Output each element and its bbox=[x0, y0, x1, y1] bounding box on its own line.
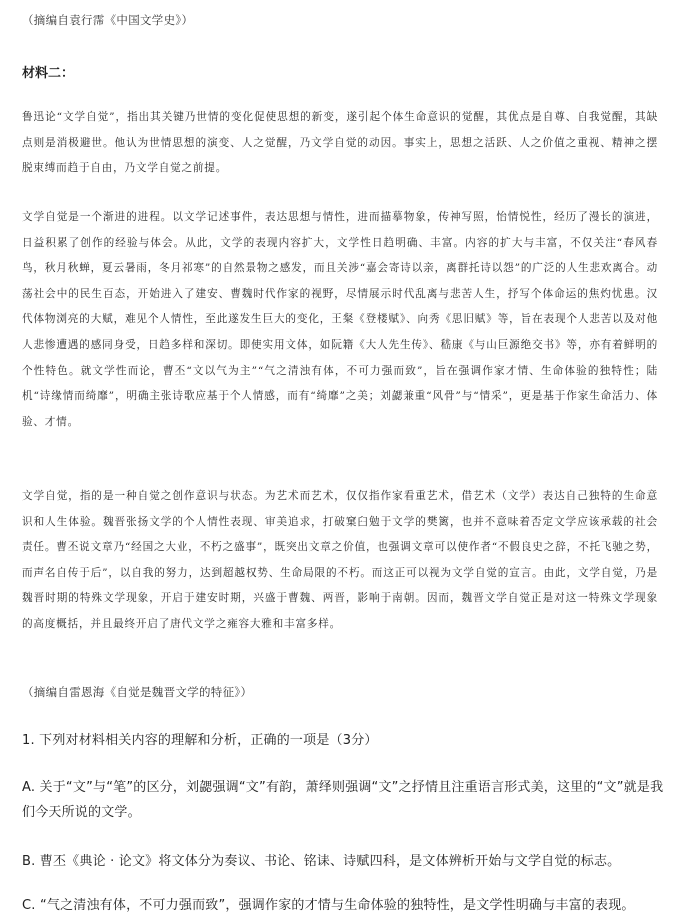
option-a: A. 关于“文”与“笔”的区分，刘勰强调“文”有韵，萧绎则强调“文”之抒情且注重语言形式美，这里的“文”就是我们今天所说的文学。 bbox=[22, 780, 664, 820]
source-citation-2: （摘编自雷恩海《自觉是魏晋文学的特征》） bbox=[22, 685, 253, 699]
option-c: C. “气之清浊有体，不可力强而致”，强调作家的才情与生命体验的独特性，是文学性明确与丰富的表现。 bbox=[22, 898, 635, 913]
paragraph-3: 文学自觉，指的是一种自觉之创作意识与状态。为艺术而艺术，仅仅指作家看重艺术，借艺术（文学）表达自己独特的生命意识和人生体验。魏晋张扬文学的个人情性表现、审美追求，打破窠臼勉于文学的樊篱，也并不意味着否定文学应该承载的社会责任。曹丕说文章乃“经国之大业，不朽之盛事”，既突出文章之价值，也强调文章可以使作者“不假良史之辞，不托飞驰之势，而声名自传于后”，以自我的努力，达到超越权势、生命局限的不朽。而这正可以视为文学自觉的宣言。由此，文学自觉，乃是魏晋时期的特殊文学现象，开启于建安时期，兴盛于曹魏、两晋，影响于南朝。因而，魏晋文学自觉正是对这一特殊文学现象的高度概括，并且最终开启了唐代文学之雍容大雅和丰富多样。 bbox=[22, 490, 658, 630]
option-b: B. 曹丕《典论 · 论文》将文体分为奏议、书论、铭诔、诗赋四科，是文体辨析开始与文学自觉的标志。 bbox=[22, 854, 621, 869]
paragraph-1: 鲁迅论“文学自觉”，指出其关键乃世情的变化促使思想的新变，遂引起个体生命意识的觉醒，其优点是自尊、自我觉醒，其缺点则是消极避世。他认为世情思想的演变、人之觉醒，乃文学自觉的动因。事实上，思想之活跃、人之价值之重视、精神之摆脱束缚而趋于自由，乃文学自觉之前提。 bbox=[22, 111, 658, 175]
paragraph-2: 文学自觉是一个渐进的进程。以文学记述事件，表达思想与情性，进而描摹物象，传神写照，怡情悦性，经历了漫长的演进，日益积累了创作的经验与体会。从此，文学的表现内容扩大，文学性日趋明确、丰富。内容的扩大与丰富，不仅关注“春风春鸟，秋月秋蝉，夏云暑雨，冬月祁寒”的自然景物之感发，而且关涉“嘉会寄诗以亲，离群托诗以怨”的广泛的人生悲欢离合。动荡社会中的民生百态，开始进入了建安、曹魏时代作家的视野，尽情展示时代乱离与悲苦人生，抒写个体命运的焦灼忧患。汉代体物浏亮的大赋，难见个人情性，至此遂发生巨大的变化，王粲《登楼赋》、向秀《思旧赋》等，旨在表现个人悲苦以及对他人悲惨遭遇的感同身受，日趋多样和深切。即使实用文体，如阮籍《大人先生传》、嵇康《与山巨源绝交书》等，亦有着鲜明的个性特色。就文学性而论，曹丕“文以气为主”“气之清浊有体，不可力强而致”，旨在强调作家才情、生命体验的独特性；陆机“诗缘情而绮靡”，明确主张诗歌应基于个人情感，而有“绮靡”之美；刘勰兼重“风骨”与“情采”，更是基于作家生命活力、体验、才情。 bbox=[22, 211, 658, 428]
question-stem: 1. 下列对材料相关内容的理解和分析，正确的一项是（3分） bbox=[22, 733, 378, 748]
source-citation-1: （摘编自袁行霈《中国文学史》） bbox=[22, 13, 194, 27]
material-2-heading: 材料二： bbox=[22, 66, 75, 81]
